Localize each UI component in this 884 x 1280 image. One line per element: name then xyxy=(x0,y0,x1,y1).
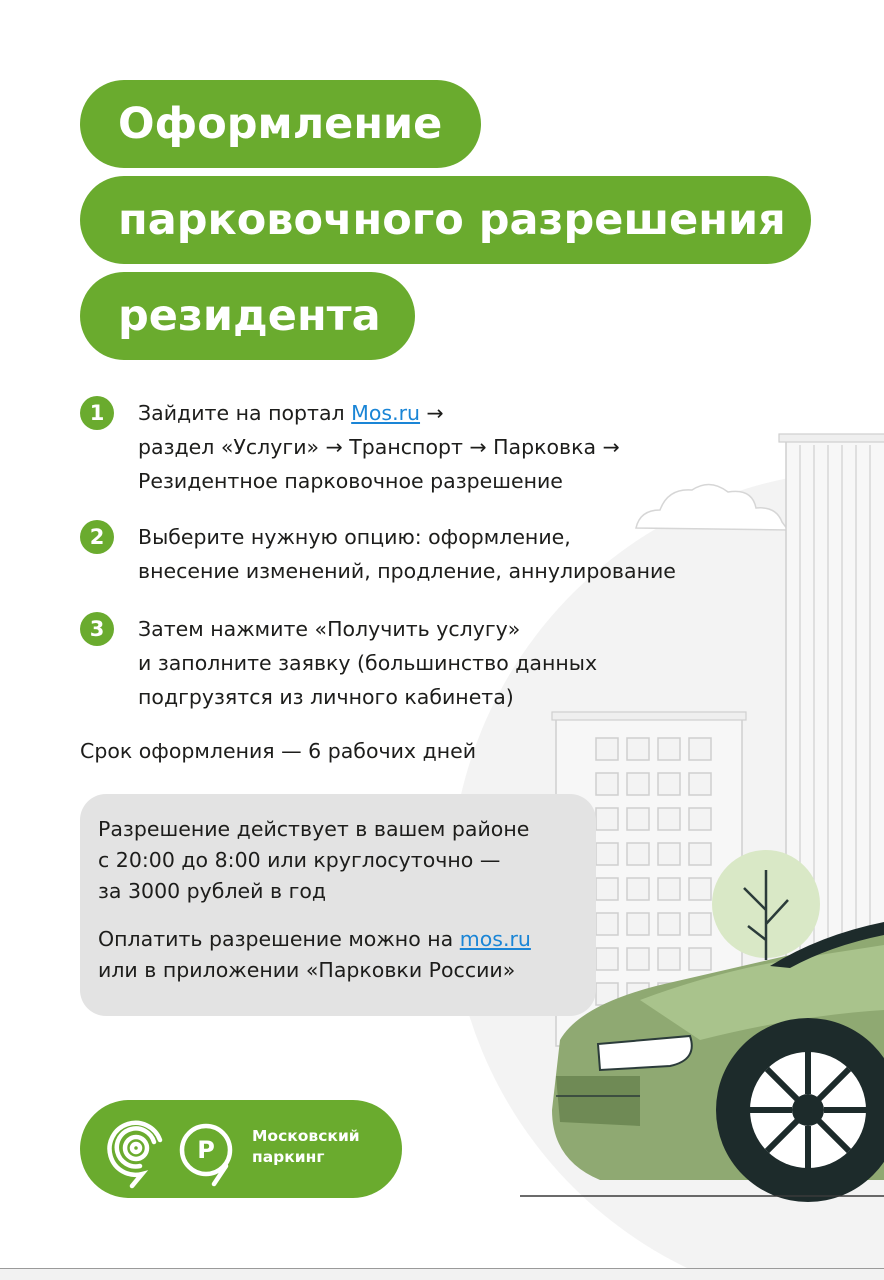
building-window xyxy=(596,843,618,865)
moscow-9-logo-icon xyxy=(110,1123,160,1186)
building-window xyxy=(689,878,711,900)
building-window xyxy=(689,773,711,795)
step-number-badge: 3 xyxy=(80,612,114,646)
building-window xyxy=(658,773,680,795)
building-window xyxy=(658,843,680,865)
building-window xyxy=(596,913,618,935)
building-window xyxy=(627,738,649,760)
step-1-text xyxy=(138,396,620,498)
step-number-badge: 1 xyxy=(80,396,114,430)
step-2-line-1: Выберите нужную опцию: оформление, xyxy=(138,525,571,549)
building-window xyxy=(627,948,649,970)
building-window xyxy=(596,738,618,760)
step-3-line-2: и заполните заявку (большинство данных xyxy=(138,651,598,675)
building-window xyxy=(627,808,649,830)
info-pay-line-1 xyxy=(98,924,596,955)
step-1-line-3: Резидентное парковочное разрешение xyxy=(138,469,563,493)
info-line-1: Разрешение действует в вашем районе xyxy=(98,817,530,841)
processing-term: Срок оформления — 6 рабочих дней xyxy=(80,739,477,763)
step-2-line-2: внесение изменений, продление, аннулирование xyxy=(138,559,676,583)
mos-ru-pay-link[interactable]: mos.ru xyxy=(459,927,531,951)
step-2-text xyxy=(138,520,676,588)
building-window xyxy=(658,738,680,760)
page-bottom-edge xyxy=(0,1268,884,1280)
step-number-badge: 2 xyxy=(80,520,114,554)
title-line-2: парковочного разрешения xyxy=(80,176,811,264)
building-window xyxy=(689,843,711,865)
info-pay-line-2: или в приложении «Парковки России» xyxy=(98,958,516,982)
logo-line-1: Московский xyxy=(252,1127,360,1145)
building-window xyxy=(596,948,618,970)
logo-wordmark xyxy=(252,1126,360,1168)
parking-p-icon xyxy=(182,1126,230,1184)
logo-line-2: паркинг xyxy=(252,1148,325,1166)
step-1-line-1-prefix: Зайдите на портал xyxy=(138,401,352,425)
info-line-3: за 3000 рублей в год xyxy=(98,879,327,903)
parking-letter: P xyxy=(197,1136,215,1164)
building-window xyxy=(689,948,711,970)
building-window xyxy=(658,878,680,900)
step-3-line-3: подгрузятся из личного кабинета) xyxy=(138,685,514,709)
building-window xyxy=(627,773,649,795)
info-line-2: с 20:00 до 8:00 или круглосуточно — xyxy=(98,848,501,872)
building-window xyxy=(627,878,649,900)
title-line-3: резидента xyxy=(80,272,415,360)
mos-ru-link[interactable]: Mos.ru xyxy=(351,401,421,425)
building-window xyxy=(596,878,618,900)
info-box xyxy=(80,794,596,1016)
moscow-parking-logo xyxy=(80,1100,402,1198)
arrow-text: → xyxy=(420,401,444,425)
building-window xyxy=(658,948,680,970)
step-3-line-1: Затем нажмите «Получить услугу» xyxy=(138,617,521,641)
building-window xyxy=(658,913,680,935)
building-window xyxy=(689,913,711,935)
step-3-text xyxy=(138,612,597,714)
step-1-line-2: раздел «Услуги» → Транспорт → Парковка → xyxy=(138,435,620,459)
title-line-1: Оформление xyxy=(80,80,481,168)
building-window xyxy=(658,808,680,830)
building-window xyxy=(596,773,618,795)
info-pay-prefix: Оплатить разрешение можно на xyxy=(98,927,460,951)
building-window xyxy=(689,738,711,760)
building-window xyxy=(627,913,649,935)
building-window xyxy=(689,808,711,830)
building-window xyxy=(627,843,649,865)
building-window xyxy=(596,808,618,830)
